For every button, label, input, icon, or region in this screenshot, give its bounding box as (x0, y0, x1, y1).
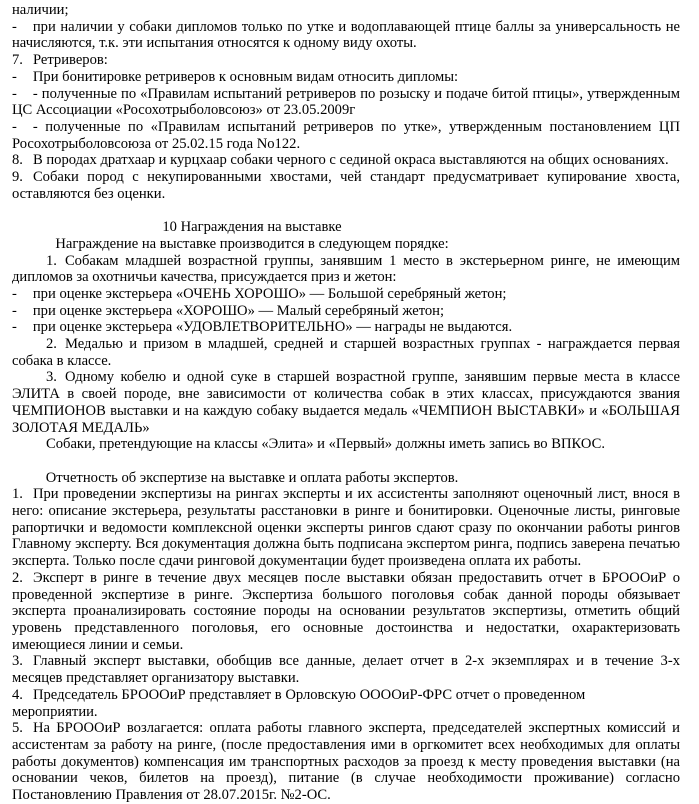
dash-list-item (12, 303, 680, 320)
dash-list-item (12, 19, 680, 52)
numbered-item-8 (12, 152, 680, 169)
list-item-text: В породах дратхаар и курцхаар собаки черного с сединой окраса выставляются на общих основаниях. (32, 152, 669, 169)
paragraph-continuation: мероприятии. (12, 703, 98, 720)
item-number: 2. (12, 569, 23, 586)
item-number: 8. (12, 152, 23, 169)
numbered-item-1-awards (12, 253, 680, 286)
blank-line (12, 202, 680, 219)
numbered-item-5-reporting (12, 720, 680, 804)
numbered-item-2-awards (12, 336, 680, 369)
dash-list-item (12, 86, 680, 119)
dash-marker: - (12, 285, 17, 302)
numbered-item-3-reporting (12, 653, 680, 686)
list-item-text: При бонитировке ретриверов к основным видам относить дипломы: (32, 68, 459, 85)
numbered-item-1-reporting (12, 486, 680, 570)
list-item-text: Эксперт в ринге в течение двух месяцев после выставки обязан предоставить отчет в БРОООиР о проведенной экспертизе в ринге. Экспертиза большого поголовья собак данной породы обязывает эксперта проанализировать состояние породы на основании результатов экспертизы, отметить общий уровень представленного поголовья, его основные достоинства и недостатки, охарактеризовать имеющиеся линии и семьи. (12, 569, 680, 653)
section-heading-awards: 10 Награждения на выставке (162, 219, 342, 236)
item-number: 1. (12, 486, 23, 503)
numbered-item-7 (12, 52, 680, 69)
section-subheading-awards: Награждение на выставке производится в следующем порядке: (55, 235, 449, 252)
list-item-text: Собакам младшей возрастной группы, занявшим 1 место в экстерьерном ринге, не имеющим дипломов за охотничьи качества, присуждается приз и жетон: (12, 252, 680, 286)
list-item-text: Одному кобелю и одной суке в старшей возрастной группе, занявшим первые места в классе ЭЛИТА в своей породе, вне зависимости от количества собак в этих классах, присуждаются звания ЧЕМПИОНОВ выставки и на каждую собаку выдается медаль «ЧЕМПИОН ВЫСТАВКИ» и «БОЛЬШАЯ ЗОЛОТАЯ МЕДАЛЬ» (12, 369, 680, 436)
dash-list-item (12, 69, 680, 86)
item-number: 3. (12, 653, 23, 670)
list-item-text: при оценке экстерьера «УДОВЛЕТВОРИТЕЛЬНО» — награды не выдаются. (32, 319, 513, 336)
item-number: 2. (46, 336, 57, 353)
dash-list-item (12, 119, 680, 152)
dash-marker: - (12, 319, 17, 336)
list-item-text: Медалью и призом в младшей, средней и старшей возрастных группах - награждается первая собака в классе. (12, 336, 680, 369)
numbered-item-4-reporting (12, 687, 680, 704)
list-item-text: - полученные по «Правилам испытаний ретриверов по утке», утвержденным постановлением ЦП Росохотрыболовсоюза от 25.02.15 года No122. (12, 118, 680, 152)
list-item-text: - полученные по «Правилам испытаний ретриверов по розыску и подаче битой птицы», утвержденным ЦС Ассоциации «Росохотрыболовсоюз» от 23.05.2009г (12, 85, 680, 119)
list-item-text: Главный эксперт выставки, обобщив все данные, делает отчет в 2-х экземплярах и в течение 3-х месяцев представляет организатору выставки. (12, 653, 680, 687)
dash-list-item (12, 286, 680, 303)
list-item-text: при оценке экстерьера «ХОРОШО» — Малый серебряный жетон; (32, 302, 445, 319)
blank-line (12, 453, 680, 470)
dash-marker: - (12, 118, 17, 135)
item-number: 5. (12, 720, 23, 737)
paragraph-continuation: наличии; (12, 2, 69, 18)
section-heading-reporting: Отчетность об экспертизе на выставке и оплата работы экспертов. (45, 469, 459, 486)
list-item-text: На БРОООиР возлагается: оплата работы главного эксперта, председателей экспертных комиссий и ассистентам за работу на ринге, (после предоставления ими в оргкомитет всех необходимых для оплаты работы документов) компенсация им транспортных расходов за проезд к месту проведения выставки (на основании чеков, билетов на проезд), питание (в случае необходимости проживание) согласно Постановлению Правления от 28.07.2015г. №2-ОС. (12, 720, 680, 804)
numbered-item-2-reporting (12, 570, 680, 654)
item-number: 1. (46, 252, 57, 269)
list-item-text: при наличии у собаки дипломов только по утке и водоплавающей птице баллы за универсальность не начисляются, т.к. эти испытания относятся к одному виду охоты. (12, 18, 680, 52)
numbered-item-3-awards (12, 369, 680, 436)
list-item-text: Собаки пород с некупированными хвостами, чей стандарт предусматривает купирование хвоста, оставляются без оценки. (12, 169, 680, 202)
dash-marker: - (12, 18, 17, 35)
list-item-text: при оценке экстерьера «ОЧЕНЬ ХОРОШО» — Большой серебряный жетон; (32, 285, 507, 302)
item-number: 7. (12, 52, 23, 69)
item-number: 4. (12, 686, 23, 703)
paragraph-vpkos-note (12, 436, 680, 453)
dash-list-item (12, 319, 680, 336)
item-number: 3. (46, 369, 57, 386)
dash-marker: - (12, 68, 17, 85)
item-number: 9. (12, 169, 23, 186)
list-item-text: Председатель БРОООиР представляет в Орловскую ООООиР-ФРС отчет о проведенном (32, 686, 586, 703)
dash-marker: - (12, 85, 17, 102)
numbered-item-9 (12, 169, 680, 202)
paragraph-text: Собаки, претендующие на классы «Элита» и «Первый» должны иметь запись во ВПКОС. (46, 436, 605, 453)
list-item-text: При проведении экспертизы на рингах эксперты и их ассистенты заполняют оценочный лист, внося в него: описание экстерьера, результаты расстановки в ринге и бонитировки. Оценочные листы, ринговые рапортички и ведомости комплексной оценки эксперты рингов сдают сразу по окончании работы рингов Главному эксперту. Вся документация должна быть подписана экспертом ринга, подпись заверена печатью эксперта. Только после сдачи ринговой документации будет произведена оплата их работы. (12, 486, 680, 570)
list-item-text: Ретриверов: (32, 52, 108, 69)
dash-marker: - (12, 302, 17, 319)
